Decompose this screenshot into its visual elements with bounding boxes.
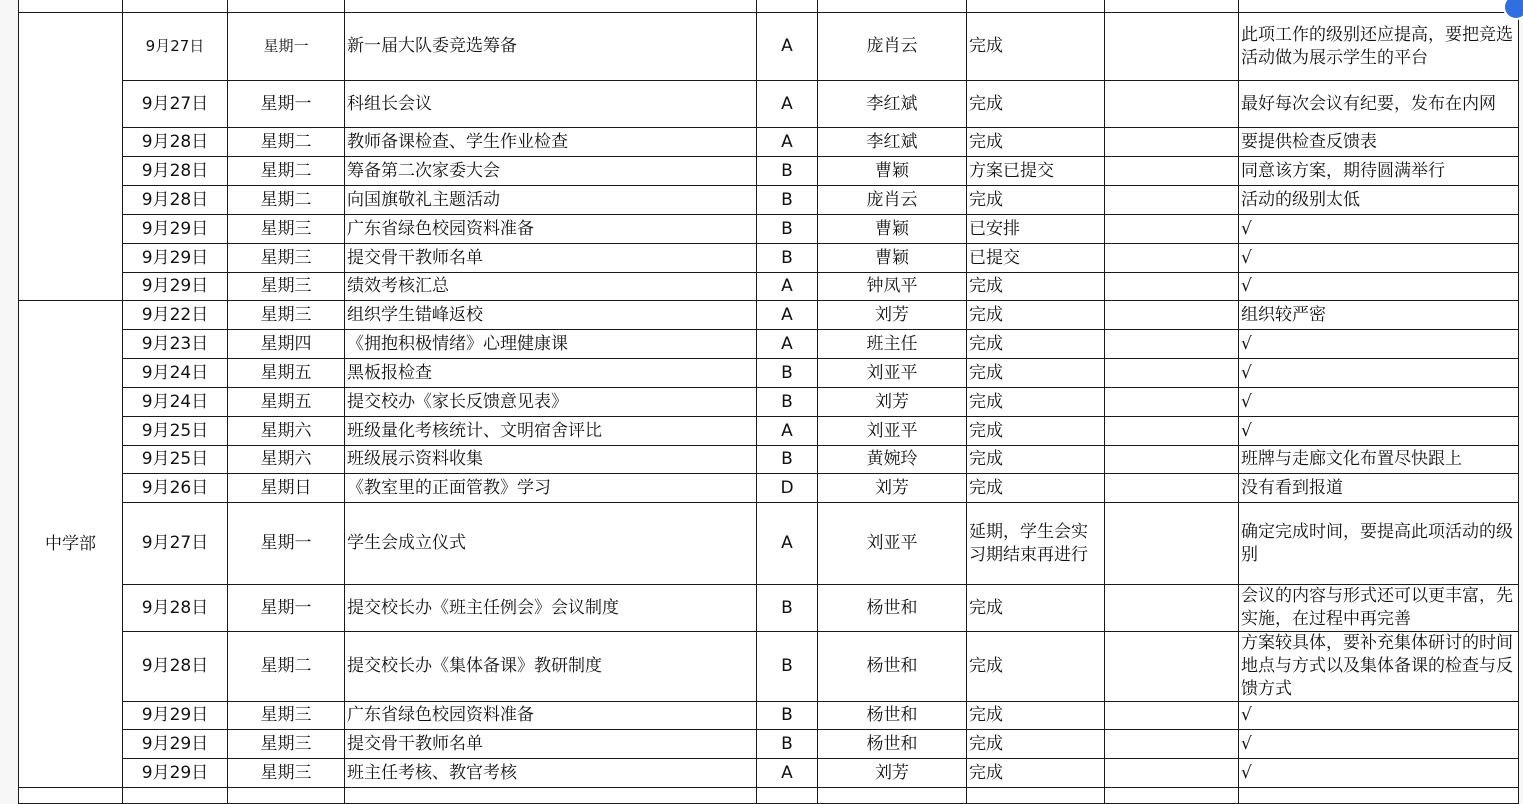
comment-cell[interactable]: 最好每次会议有纪要，发布在内网 (1239, 81, 1519, 128)
person-cell[interactable]: 杨世和 (818, 730, 967, 759)
person-cell[interactable]: 刘芳 (818, 474, 967, 503)
comment-cell[interactable]: 会议的内容与形式还可以更丰富，先实施，在过程中再完善 (1239, 585, 1519, 632)
weekday-cell[interactable]: 星期二 (228, 632, 345, 702)
level-cell[interactable]: A (757, 273, 818, 301)
task-cell[interactable]: 提交校长办《班主任例会》会议制度 (345, 585, 757, 632)
comment-cell[interactable]: 确定完成时间，要提高此项活动的级别 (1239, 503, 1519, 585)
note-cell[interactable] (1105, 157, 1239, 186)
date-cell[interactable]: 9月22日 (123, 301, 228, 330)
weekday-cell[interactable]: 星期三 (228, 244, 345, 273)
empty-cell[interactable] (818, 788, 967, 804)
person-cell[interactable]: 班主任 (818, 330, 967, 359)
comment-cell[interactable]: √ (1239, 388, 1519, 417)
level-cell[interactable]: A (757, 128, 818, 157)
person-cell[interactable]: 曹颖 (818, 157, 967, 186)
person-cell[interactable]: 杨世和 (818, 702, 967, 730)
weekday-cell[interactable]: 星期一 (228, 13, 345, 81)
weekday-cell[interactable]: 星期二 (228, 186, 345, 215)
task-cell[interactable]: 广东省绿色校园资料准备 (345, 702, 757, 730)
table-row (19, 417, 1519, 446)
empty-cell[interactable] (818, 0, 967, 13)
table-row (19, 273, 1519, 301)
status-cell[interactable]: 方案已提交 (967, 157, 1105, 186)
empty-cell[interactable] (19, 788, 123, 804)
task-cell[interactable]: 《教室里的正面管教》学习 (345, 474, 757, 503)
comment-cell[interactable]: 没有看到报道 (1239, 474, 1519, 503)
table-row (19, 446, 1519, 474)
status-cell[interactable]: 完成 (967, 474, 1105, 503)
weekday-cell[interactable]: 星期二 (228, 128, 345, 157)
date-cell[interactable]: 9月29日 (123, 730, 228, 759)
status-cell[interactable]: 完成 (967, 446, 1105, 474)
table-row (19, 157, 1519, 186)
comment-cell[interactable]: 同意该方案，期待圆满举行 (1239, 157, 1519, 186)
note-cell[interactable] (1105, 13, 1239, 81)
task-cell[interactable]: 提交骨干教师名单 (345, 730, 757, 759)
level-cell[interactable]: B (757, 632, 818, 702)
note-cell[interactable] (1105, 388, 1239, 417)
person-cell[interactable]: 曹颖 (818, 244, 967, 273)
date-cell[interactable]: 9月24日 (123, 359, 228, 388)
department-cell[interactable]: 中学部 (19, 301, 123, 788)
table-row (19, 215, 1519, 244)
level-cell[interactable]: B (757, 702, 818, 730)
person-cell[interactable]: 杨世和 (818, 585, 967, 632)
table-row (19, 128, 1519, 157)
weekday-cell[interactable]: 星期三 (228, 301, 345, 330)
status-cell[interactable]: 完成 (967, 359, 1105, 388)
table-row-partial-bottom (19, 788, 1519, 804)
empty-cell[interactable] (967, 0, 1105, 13)
comment-cell[interactable]: 方案较具体，要补充集体研讨的时间地点与方式以及集体备课的检查与反馈方式 (1239, 632, 1519, 702)
date-cell[interactable]: 9月28日 (123, 128, 228, 157)
empty-cell[interactable] (757, 788, 818, 804)
note-cell[interactable] (1105, 730, 1239, 759)
person-cell[interactable]: 刘芳 (818, 759, 967, 788)
empty-cell[interactable] (757, 0, 818, 13)
level-cell[interactable]: B (757, 186, 818, 215)
date-cell[interactable]: 9月23日 (123, 330, 228, 359)
date-cell[interactable]: 9月27日 (123, 13, 228, 81)
level-cell[interactable]: A (757, 330, 818, 359)
empty-cell[interactable] (228, 0, 345, 13)
table-row (19, 759, 1519, 788)
status-cell[interactable]: 完成 (967, 128, 1105, 157)
task-cell[interactable]: 向国旗敬礼主题活动 (345, 186, 757, 215)
level-cell[interactable]: D (757, 474, 818, 503)
note-cell[interactable] (1105, 702, 1239, 730)
empty-cell[interactable] (1239, 788, 1519, 804)
empty-cell[interactable] (228, 788, 345, 804)
comment-cell[interactable]: √ (1239, 330, 1519, 359)
person-cell[interactable]: 庞肖云 (818, 13, 967, 81)
table-row (19, 388, 1519, 417)
task-cell[interactable]: 班级展示资料收集 (345, 446, 757, 474)
date-cell[interactable]: 9月25日 (123, 446, 228, 474)
comment-cell[interactable]: 组织较严密 (1239, 301, 1519, 330)
level-cell[interactable]: A (757, 13, 818, 81)
level-cell[interactable]: B (757, 157, 818, 186)
table-row (19, 730, 1519, 759)
weekday-cell[interactable]: 星期六 (228, 446, 345, 474)
comment-cell[interactable]: √ (1239, 730, 1519, 759)
note-cell[interactable] (1105, 81, 1239, 128)
table-row (19, 585, 1519, 632)
table-row (19, 359, 1519, 388)
weekday-cell[interactable]: 星期三 (228, 273, 345, 301)
table-row (19, 503, 1519, 585)
comment-cell[interactable]: √ (1239, 359, 1519, 388)
empty-cell[interactable] (19, 0, 123, 13)
level-cell[interactable]: B (757, 359, 818, 388)
date-cell[interactable]: 9月28日 (123, 632, 228, 702)
status-cell[interactable]: 完成 (967, 759, 1105, 788)
status-cell[interactable]: 完成 (967, 330, 1105, 359)
weekday-cell[interactable]: 星期一 (228, 503, 345, 585)
work-schedule-table (18, 0, 1519, 804)
task-cell[interactable]: 绩效考核汇总 (345, 273, 757, 301)
date-cell[interactable]: 9月28日 (123, 585, 228, 632)
task-cell[interactable]: 提交校长办《集体备课》教研制度 (345, 632, 757, 702)
task-cell[interactable]: 教师备课检查、学生作业检查 (345, 128, 757, 157)
task-cell[interactable]: 组织学生错峰返校 (345, 301, 757, 330)
table-row (19, 702, 1519, 730)
comment-cell[interactable]: √ (1239, 702, 1519, 730)
date-cell[interactable]: 9月29日 (123, 273, 228, 301)
level-cell[interactable]: A (757, 81, 818, 128)
comment-cell[interactable]: √ (1239, 417, 1519, 446)
note-cell[interactable] (1105, 273, 1239, 301)
comment-cell[interactable]: √ (1239, 759, 1519, 788)
table-row (19, 474, 1519, 503)
status-cell[interactable]: 完成 (967, 273, 1105, 301)
table-row (19, 186, 1519, 215)
empty-cell[interactable] (123, 0, 228, 13)
empty-cell[interactable] (1105, 0, 1239, 13)
person-cell[interactable]: 庞肖云 (818, 186, 967, 215)
date-cell[interactable]: 9月29日 (123, 215, 228, 244)
task-cell[interactable]: 提交校办《家长反馈意见表》 (345, 388, 757, 417)
department-cell[interactable] (19, 13, 123, 301)
person-cell[interactable]: 刘亚平 (818, 503, 967, 585)
note-cell[interactable] (1105, 244, 1239, 273)
level-cell[interactable]: A (757, 301, 818, 330)
task-cell[interactable]: 《拥抱积极情绪》心理健康课 (345, 330, 757, 359)
task-cell[interactable]: 提交骨干教师名单 (345, 244, 757, 273)
weekday-cell[interactable]: 星期五 (228, 359, 345, 388)
note-cell[interactable] (1105, 301, 1239, 330)
date-cell[interactable]: 9月27日 (123, 81, 228, 128)
date-cell[interactable]: 9月25日 (123, 417, 228, 446)
task-cell[interactable]: 班级量化考核统计、文明宿舍评比 (345, 417, 757, 446)
status-cell[interactable]: 完成 (967, 388, 1105, 417)
comment-cell[interactable]: 班牌与走廊文化布置尽快跟上 (1239, 446, 1519, 474)
status-cell[interactable]: 完成 (967, 632, 1105, 702)
status-cell[interactable]: 完成 (967, 81, 1105, 128)
comment-cell[interactable]: 活动的级别太低 (1239, 186, 1519, 215)
note-cell[interactable] (1105, 632, 1239, 702)
table-row (19, 244, 1519, 273)
note-cell[interactable] (1105, 446, 1239, 474)
weekday-cell[interactable]: 星期一 (228, 81, 345, 128)
weekday-cell[interactable]: 星期三 (228, 759, 345, 788)
weekday-cell[interactable]: 星期日 (228, 474, 345, 503)
note-cell[interactable] (1105, 474, 1239, 503)
date-cell[interactable]: 9月24日 (123, 388, 228, 417)
person-cell[interactable]: 钟凤平 (818, 273, 967, 301)
status-cell[interactable]: 延期，学生会实习期结束再进行 (967, 503, 1105, 585)
note-cell[interactable] (1105, 417, 1239, 446)
status-cell[interactable]: 完成 (967, 702, 1105, 730)
date-cell[interactable]: 9月28日 (123, 186, 228, 215)
task-cell[interactable]: 新一届大队委竞选筹备 (345, 13, 757, 81)
person-cell[interactable]: 李红斌 (818, 128, 967, 157)
table-row (19, 632, 1519, 702)
date-cell[interactable]: 9月29日 (123, 702, 228, 730)
status-cell[interactable]: 完成 (967, 186, 1105, 215)
empty-cell[interactable] (345, 788, 757, 804)
person-cell[interactable]: 刘芳 (818, 301, 967, 330)
level-cell[interactable]: B (757, 585, 818, 632)
note-cell[interactable] (1105, 359, 1239, 388)
spreadsheet-table (18, 0, 1519, 804)
task-cell[interactable]: 班主任考核、教官考核 (345, 759, 757, 788)
empty-cell[interactable] (1105, 788, 1239, 804)
person-cell[interactable]: 李红斌 (818, 81, 967, 128)
task-cell[interactable]: 学生会成立仪式 (345, 503, 757, 585)
level-cell[interactable]: B (757, 215, 818, 244)
note-cell[interactable] (1105, 503, 1239, 585)
person-cell[interactable]: 曹颖 (818, 215, 967, 244)
empty-cell[interactable] (123, 788, 228, 804)
table-row-partial-top (19, 0, 1519, 13)
task-cell[interactable]: 黑板报检查 (345, 359, 757, 388)
note-cell[interactable] (1105, 215, 1239, 244)
weekday-cell[interactable]: 星期三 (228, 702, 345, 730)
person-cell[interactable]: 刘芳 (818, 388, 967, 417)
date-cell[interactable]: 9月29日 (123, 244, 228, 273)
weekday-cell[interactable]: 星期三 (228, 215, 345, 244)
table-row (19, 13, 1519, 81)
level-cell[interactable]: A (757, 503, 818, 585)
note-cell[interactable] (1105, 186, 1239, 215)
task-cell[interactable]: 科组长会议 (345, 81, 757, 128)
table-row (19, 301, 1519, 330)
note-cell[interactable] (1105, 759, 1239, 788)
status-cell[interactable]: 完成 (967, 417, 1105, 446)
person-cell[interactable]: 杨世和 (818, 632, 967, 702)
level-cell[interactable]: A (757, 417, 818, 446)
comment-cell[interactable]: √ (1239, 244, 1519, 273)
table-row (19, 81, 1519, 128)
level-cell[interactable]: A (757, 759, 818, 788)
status-cell[interactable]: 完成 (967, 730, 1105, 759)
status-cell[interactable]: 已安排 (967, 215, 1105, 244)
weekday-cell[interactable]: 星期六 (228, 417, 345, 446)
person-cell[interactable]: 黄婉玲 (818, 446, 967, 474)
level-cell[interactable]: B (757, 244, 818, 273)
level-cell[interactable]: B (757, 388, 818, 417)
task-cell[interactable]: 广东省绿色校园资料准备 (345, 215, 757, 244)
status-cell[interactable]: 完成 (967, 585, 1105, 632)
weekday-cell[interactable]: 星期三 (228, 730, 345, 759)
person-cell[interactable]: 刘亚平 (818, 359, 967, 388)
level-cell[interactable]: B (757, 730, 818, 759)
note-cell[interactable] (1105, 585, 1239, 632)
task-cell[interactable]: 筹备第二次家委大会 (345, 157, 757, 186)
status-cell[interactable]: 已提交 (967, 244, 1105, 273)
weekday-cell[interactable]: 星期一 (228, 585, 345, 632)
person-cell[interactable]: 刘亚平 (818, 417, 967, 446)
empty-cell[interactable] (1239, 0, 1519, 13)
empty-cell[interactable] (345, 0, 757, 13)
empty-cell[interactable] (967, 788, 1105, 804)
comment-cell[interactable]: 此项工作的级别还应提高，要把竞选活动做为展示学生的平台 (1239, 13, 1519, 81)
level-cell[interactable]: B (757, 446, 818, 474)
date-cell[interactable]: 9月26日 (123, 474, 228, 503)
comment-cell[interactable]: √ (1239, 215, 1519, 244)
status-cell[interactable]: 完成 (967, 13, 1105, 81)
comment-cell[interactable]: √ (1239, 273, 1519, 301)
date-cell[interactable]: 9月27日 (123, 503, 228, 585)
date-cell[interactable]: 9月28日 (123, 157, 228, 186)
status-cell[interactable]: 完成 (967, 301, 1105, 330)
weekday-cell[interactable]: 星期二 (228, 157, 345, 186)
note-cell[interactable] (1105, 128, 1239, 157)
table-row (19, 330, 1519, 359)
comment-cell[interactable]: 要提供检查反馈表 (1239, 128, 1519, 157)
date-cell[interactable]: 9月29日 (123, 759, 228, 788)
note-cell[interactable] (1105, 330, 1239, 359)
weekday-cell[interactable]: 星期五 (228, 388, 345, 417)
weekday-cell[interactable]: 星期四 (228, 330, 345, 359)
